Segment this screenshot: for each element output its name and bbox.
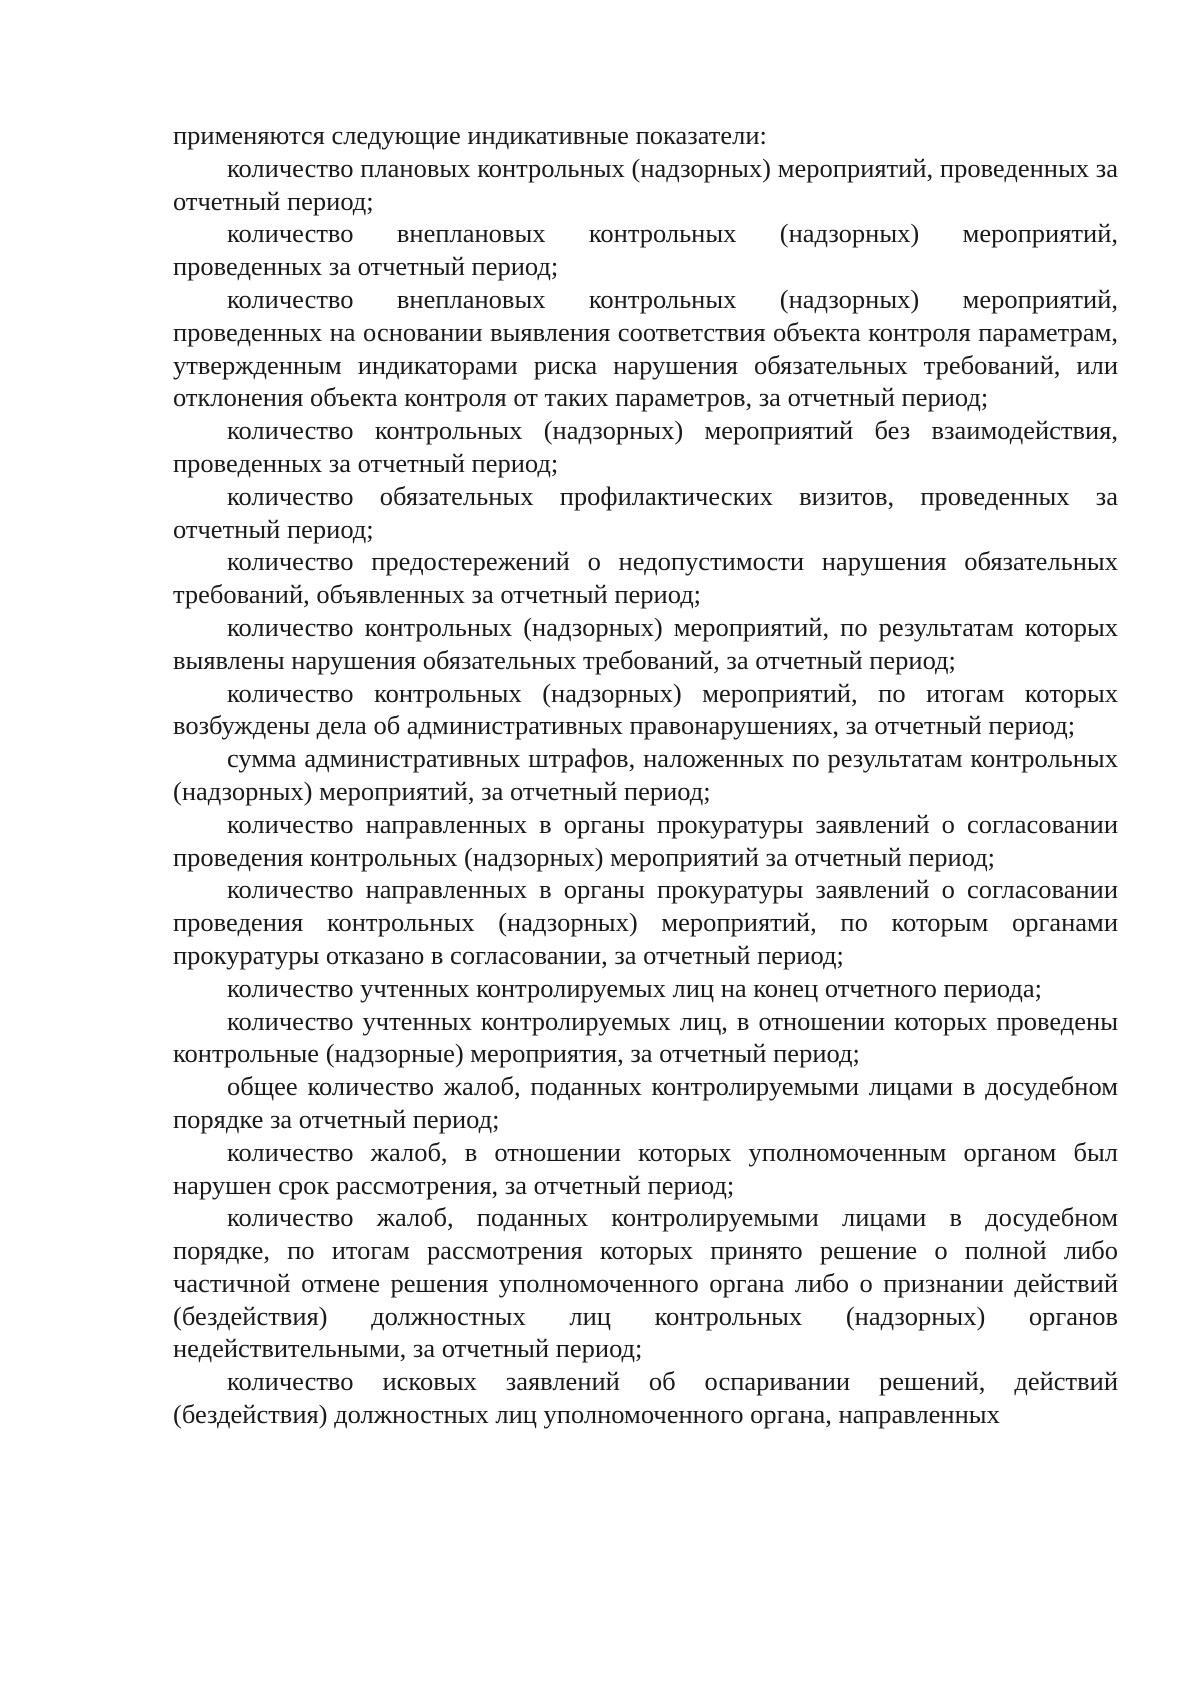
indicator-item: количество учтенных контролируемых лиц, в отношении которых проведены контрольные (надзорные) мероприятия, за отчетный период;	[173, 1005, 1118, 1069]
indicator-item: общее количество жалоб, поданных контролируемыми лицами в досудебном порядке за отчетный период;	[173, 1071, 1118, 1134]
indicator-item: количество жалоб, в отношении которых уполномоченным органом был нарушен срок рассмотрения, за отчетный период;	[173, 1136, 1118, 1200]
indicator-item: сумма административных штрафов, наложенных по результатам контрольных (надзорных) мероприятий, за отчетный период;	[173, 743, 1118, 806]
indicator-item: количество предостережений о недопустимости нарушения обязательных требований, объявленных за отчетный период;	[173, 546, 1118, 610]
indicator-item: количество жалоб, поданных контролируемыми лицами в досудебном порядке, по итогам рассмотрения которых принято решение о полной либо частичной отмене решения уполномоченного органа либо о признании действий (бездействия) должностных лиц контрольных (надзорных) органов недействительными, за отчетный период;	[173, 1202, 1118, 1364]
indicator-item: количество внеплановых контрольных (надзорных) мероприятий, проведенных за отчетный период;	[173, 218, 1118, 282]
indicator-item: количество направленных в органы прокуратуры заявлений о согласовании проведения контрольных (надзорных) мероприятий за отчетный период;	[173, 808, 1118, 872]
lead-line: применяются следующие индикативные показатели:	[173, 120, 767, 150]
indicator-item: количество контрольных (надзорных) мероприятий без взаимодействия, проведенных за отчетный период;	[173, 415, 1118, 478]
indicator-item: количество внеплановых контрольных (надзорных) мероприятий, проведенных на основании выявления соответствия объекта контроля параметрам, утвержденным индикаторами риска нарушения обязательных требований, или отклонения объекта контроля от таких параметров, за отчетный период;	[173, 283, 1118, 413]
indicator-item: количество направленных в органы прокуратуры заявлений о согласовании проведения контрольных (надзорных) мероприятий, по которым органами прокуратуры отказано в согласовании, за отчетный период;	[173, 874, 1118, 970]
indicator-item: количество контрольных (надзорных) мероприятий, по итогам которых возбуждены дела об административных правонарушениях, за отчетный период;	[173, 677, 1118, 741]
indicator-item: количество учтенных контролируемых лиц на конец отчетного периода;	[227, 972, 1042, 1003]
indicator-item: количество исковых заявлений об оспаривании решений, действий (бездействия) должностных лиц уполномоченного органа, направленных	[173, 1366, 1118, 1430]
indicator-item: количество контрольных (надзорных) мероприятий, по результатам которых выявлены нарушения обязательных требований, за отчетный период;	[173, 611, 1118, 675]
document-body	[173, 119, 1118, 1431]
indicator-item: количество плановых контрольных (надзорных) мероприятий, проведенных за отчетный период;	[173, 152, 1118, 216]
indicator-item: количество обязательных профилактических визитов, проведенных за отчетный период;	[173, 480, 1118, 544]
